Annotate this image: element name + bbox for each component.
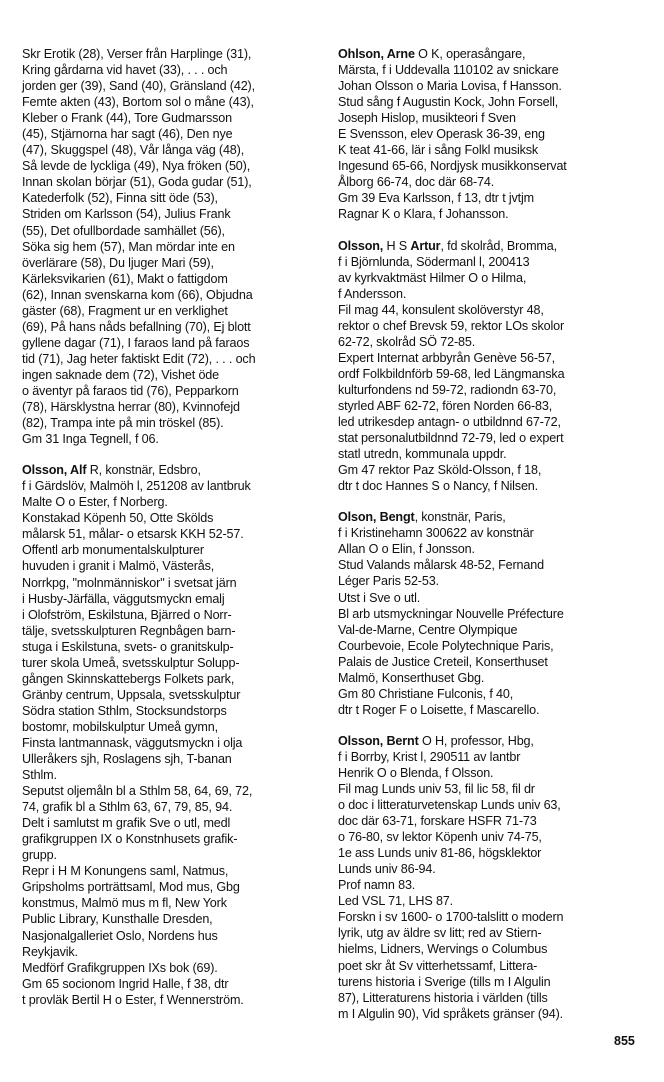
- text-line: Henrik O o Blenda, f Olsson.: [338, 765, 494, 780]
- entry-head: [338, 509, 638, 525]
- text-line: (45), Stjärnorna har sagt (46), Den nye: [22, 127, 233, 142]
- entry-olsson-artur: [338, 238, 638, 495]
- entry-continuation: [22, 46, 322, 447]
- entry-head-rest: , fd skolråd, Bromma,: [440, 238, 557, 253]
- text-line: överlärare (58), Du ljuger Mari (59),: [22, 255, 214, 270]
- text-line: Kring gårdarna vid havet (33), . . . och: [22, 63, 228, 78]
- text-line: Forskn i sv 1600- o 1700-talslitt o modern: [338, 910, 564, 925]
- text-line: o doc i litteraturvetenskap Lunds univ 63,: [338, 798, 561, 813]
- entry-name: Olson, Bengt: [338, 510, 415, 525]
- text-line: Reykjavik.: [22, 944, 78, 959]
- text-line: Val-de-Marne, Centre Olympique: [338, 622, 518, 637]
- text-line: hielms, Lidners, Wervings o Columbus: [338, 942, 548, 957]
- text-line: Gm 47 rektor Paz Sköld-Olsson, f 18,: [338, 463, 542, 478]
- text-line: Public Library, Kunsthalle Dresden,: [22, 912, 213, 927]
- entry-name: Olsson,: [338, 238, 384, 253]
- text-line: Kärleksvikarien (61), Makt o fattigdom: [22, 271, 228, 286]
- text-line: grupp.: [22, 848, 57, 863]
- text-line: Femte akten (43), Bortom sol o måne (43),: [22, 95, 254, 110]
- text-line: Expert Internat arbbyrån Genève 56-57,: [338, 350, 555, 365]
- entry-name: Olsson, Bernt: [338, 733, 419, 748]
- text-line: av kyrkvaktmäst Hilmer O o Hilma,: [338, 270, 527, 285]
- text-line: Ingesund 65-66, Nordjysk musikkonservat: [338, 159, 567, 174]
- text-line: styrled ABF 62-72, fören Norden 66-83,: [338, 398, 553, 413]
- text-line: Gm 80 Christiane Fulconis, f 40,: [338, 686, 514, 701]
- text-line: f Andersson.: [338, 286, 407, 301]
- text-line: Gripsholms porträttsaml, Mod mus, Gbg: [22, 880, 240, 895]
- text-line: ordf Folkbildnförb 59-68, led Längmanska: [338, 366, 565, 381]
- entry-head-rest: , konstnär, Paris,: [414, 510, 506, 525]
- text-line: Allan O o Elin, f Jonsson.: [338, 542, 475, 557]
- entry-head: [22, 462, 322, 478]
- text-line: Skr Erotik (28), Verser från Harplinge (31),: [22, 47, 252, 61]
- text-line: Prof namn 83.: [338, 878, 416, 893]
- text-line: f i Kristinehamn 300622 av konstnär: [338, 526, 534, 541]
- text-line: Joseph Hislop, musikteori f Sven: [338, 111, 516, 126]
- text-line: 62-72, skolråd SÖ 72-85.: [338, 334, 476, 349]
- text-line: Seputst oljemåln bl a Sthlm 58, 64, 69, 72,: [22, 784, 253, 799]
- text-line: i Olofström, Eskilstuna, Bjärred o Norr-: [22, 607, 232, 622]
- text-line: stuga i Eskilstuna, svets- o granitskulp-: [22, 639, 234, 654]
- text-line: Ålborg 66-74, doc där 68-74.: [338, 175, 495, 190]
- text-line: Kleber o Frank (44), Tore Gudmarsson: [22, 111, 232, 126]
- text-line: Sthlm.: [22, 768, 57, 783]
- text-line: doc där 63-71, forskare HSFR 71-73: [338, 814, 537, 829]
- text-line: t provläk Bertil H o Ester, f Wennerström.: [22, 992, 244, 1007]
- text-line: gången Skinnskattebergs Folkets park,: [22, 671, 235, 686]
- text-line: rektor o chef Brevsk 59, rektor LOs skolor: [338, 318, 565, 333]
- text-line: Repr i H M Konungens saml, Natmus,: [22, 864, 229, 879]
- text-line: led utrikesdep antagn- o utbildnnd 67-72,: [338, 415, 561, 430]
- text-line: Stud sång f Augustin Kock, John Forsell,: [338, 95, 559, 110]
- text-line: Gm 39 Eva Karlsson, f 13, dtr t jvtjm: [338, 191, 535, 206]
- text-line: Delt i samlutst m grafik Sve o utl, medl: [22, 816, 231, 831]
- text-line: Norrkpg, "molnmänniskor" i svetsat järn: [22, 575, 237, 590]
- text-line: (62), Innan svenskarna kom (66), Objudna: [22, 287, 253, 302]
- text-line: statl utredn, kommunala uppdr.: [338, 447, 507, 462]
- text-line: Malte O o Ester, f Norberg.: [22, 495, 168, 510]
- text-line: f i Björnlunda, Södermanl l, 200413: [338, 254, 530, 269]
- entry-head-rest: R, konstnär, Edsbro,: [86, 463, 201, 478]
- text-line: Led VSL 71, LHS 87.: [338, 894, 454, 909]
- text-line: o äventyr på faraos tid (76), Pepparkorn: [22, 383, 239, 398]
- entry-olsson-bernt: [338, 733, 638, 1022]
- left-column: [22, 46, 322, 1008]
- text-line: 74, grafik bl a Sthlm 63, 67, 79, 85, 94.: [22, 800, 233, 815]
- text-line: Malmö, Konserthuset Gbg.: [338, 670, 485, 685]
- text-line: Fil mag 44, konsulent skolöverstyr 48,: [338, 302, 544, 317]
- entry-head: [338, 238, 638, 254]
- entry-ohlson-arne: [338, 46, 638, 223]
- entry-head: [338, 46, 638, 62]
- text-line: (55), Det ofullbordade samhället (56),: [22, 223, 225, 238]
- text-line: i Husby-Järfälla, väggutsmyckn emalj: [22, 591, 225, 606]
- text-line: Gm 31 Inga Tegnell, f 06.: [22, 432, 159, 447]
- entry-name-mid: H S: [383, 238, 411, 253]
- page-number: 855: [614, 1034, 635, 1048]
- text-line: E Svensson, elev Operask 36-39, eng: [338, 127, 545, 142]
- entry-head: [338, 733, 638, 749]
- text-line: 1e ass Lunds univ 81-86, högsklektor: [338, 846, 542, 861]
- text-line: Söka sig hem (57), Man mördar inte en: [22, 239, 235, 254]
- text-line: 87), Litteraturens historia i världen (tills: [338, 990, 548, 1005]
- text-line: huvuden i granit i Malmö, Västerås,: [22, 559, 215, 574]
- text-line: Bl arb utsmyckningar Nouvelle Préfecture: [338, 606, 564, 621]
- text-line: kulturfondens nd 59-72, radiondn 63-70,: [338, 382, 557, 397]
- text-line: jorden ger (39), Sand (40), Gränsland (42),: [22, 79, 255, 94]
- text-line: dtr t Roger F o Loisette, f Mascarello.: [338, 702, 540, 717]
- text-line: Medförf Grafikgruppen IXs bok (69).: [22, 960, 218, 975]
- text-line: f i Borrby, Krist l, 290511 av lantbr: [338, 749, 521, 764]
- text-line: Gränby centrum, Uppsala, svetsskulptur: [22, 687, 241, 702]
- text-line: Ragnar K o Klara, f Johansson.: [338, 207, 509, 222]
- text-line: Johan Olsson o Maria Lovisa, f Hansson.: [338, 79, 562, 94]
- text-line: (69), På hans nåds befallning (70), Ej blott: [22, 319, 251, 334]
- text-line: Finsta lantmannask, väggutsmyckn i olja: [22, 735, 243, 750]
- text-line: Offentl arb monumentalskulpturer: [22, 543, 204, 558]
- text-line: bostomr, mobilskulptur Umeå gymn,: [22, 719, 218, 734]
- text-line: Innan skolan börjar (51), Goda gudar (51),: [22, 175, 252, 190]
- text-line: Palais de Justice Creteil, Konserthuset: [338, 654, 548, 669]
- text-line: målarsk 51, målar- o etsarsk KKH 52-57.: [22, 527, 244, 542]
- entry-olson-bengt: [338, 509, 638, 718]
- text-line: dtr t doc Hannes S o Nancy, f Nilsen.: [338, 479, 539, 494]
- text-line: Striden om Karlsson (54), Julius Frank: [22, 207, 231, 222]
- text-line: Léger Paris 52-53.: [338, 574, 439, 589]
- text-line: (78), Härsklystna herrar (80), Kvinnofejd: [22, 400, 240, 415]
- text-line: tälje, svetsskulpturen Regnbågen barn-: [22, 623, 236, 638]
- text-line: lyrik, utg av äldre sv litt; red av Stiern-: [338, 926, 542, 941]
- entry-name: Ohlson, Arne: [338, 47, 415, 61]
- text-line: gyllene dagar (71), I faraos land på faraos: [22, 335, 250, 350]
- text-line: konstmus, Malmö mus m fl, New York: [22, 896, 227, 911]
- text-line: turer skola Umeå, svetsskulptur Solupp-: [22, 655, 240, 670]
- text-line: poet skr åt Sv vitterhetssamf, Littera-: [338, 958, 538, 973]
- entry-head-rest: O K, operasångare,: [414, 47, 526, 61]
- text-line: Katederfolk (52), Finna sitt öde (53),: [22, 191, 218, 206]
- text-line: Utst i Sve o utl.: [338, 590, 421, 605]
- text-line: Så levde de lyckliga (49), Nya fröken (50),: [22, 159, 251, 174]
- text-line: (82), Trampa inte på min tröskel (85).: [22, 416, 224, 431]
- text-line: f i Gärdslöv, Malmöh l, 251208 av lantbruk: [22, 479, 251, 494]
- text-line: Konstakad Köpenh 50, Otte Skölds: [22, 511, 214, 526]
- entry-olsson-alf: [22, 462, 322, 1008]
- text-line: turens historia i Sverige (tills m I Algulin: [338, 974, 551, 989]
- text-line: Courbevoie, Ecole Polytechnique Paris,: [338, 638, 554, 653]
- text-line: (47), Skuggspel (48), Vår långa väg (48),: [22, 143, 245, 158]
- entry-name: Olsson, Alf: [22, 463, 87, 478]
- text-line: K teat 41-66, lär i sång Folkl musiksk: [338, 143, 539, 158]
- text-line: Ulleråkers sjh, Roslagens sjh, T-banan: [22, 752, 232, 767]
- text-line: o 76-80, sv lektor Köpenh univ 74-75,: [338, 830, 542, 845]
- text-line: Fil mag Lunds univ 53, fil lic 58, fil dr: [338, 782, 535, 797]
- text-line: Lunds univ 86-94.: [338, 862, 436, 877]
- text-line: grafikgruppen IX o Konstnhusets grafik-: [22, 832, 238, 847]
- text-line: tid (71), Jag heter faktiskt Edit (72), . . . och: [22, 351, 256, 366]
- text-line: Stud Valands målarsk 48-52, Fernand: [338, 558, 544, 573]
- entry-name-bold: Artur: [410, 238, 441, 253]
- text-line: m I Algulin 90), Vid språkets gränser (94).: [338, 1006, 564, 1021]
- right-column: [338, 46, 638, 1022]
- entry-head-rest: O H, professor, Hbg,: [418, 733, 534, 748]
- text-line: Gm 65 socionom Ingrid Halle, f 38, dtr: [22, 976, 229, 991]
- text-line: ingen saknade dem (72), Vishet öde: [22, 367, 220, 382]
- text-line: stat personalutbildnnd 72-79, led o expert: [338, 431, 564, 446]
- text-line: Märsta, f i Uddevalla 110102 av snickare: [338, 63, 559, 78]
- text-line: Nasjonalgalleriet Oslo, Nordens hus: [22, 928, 218, 943]
- text-line: gäster (68), Fragment ur en verklighet: [22, 303, 228, 318]
- text-line: Södra station Sthlm, Stocksundstorps: [22, 703, 227, 718]
